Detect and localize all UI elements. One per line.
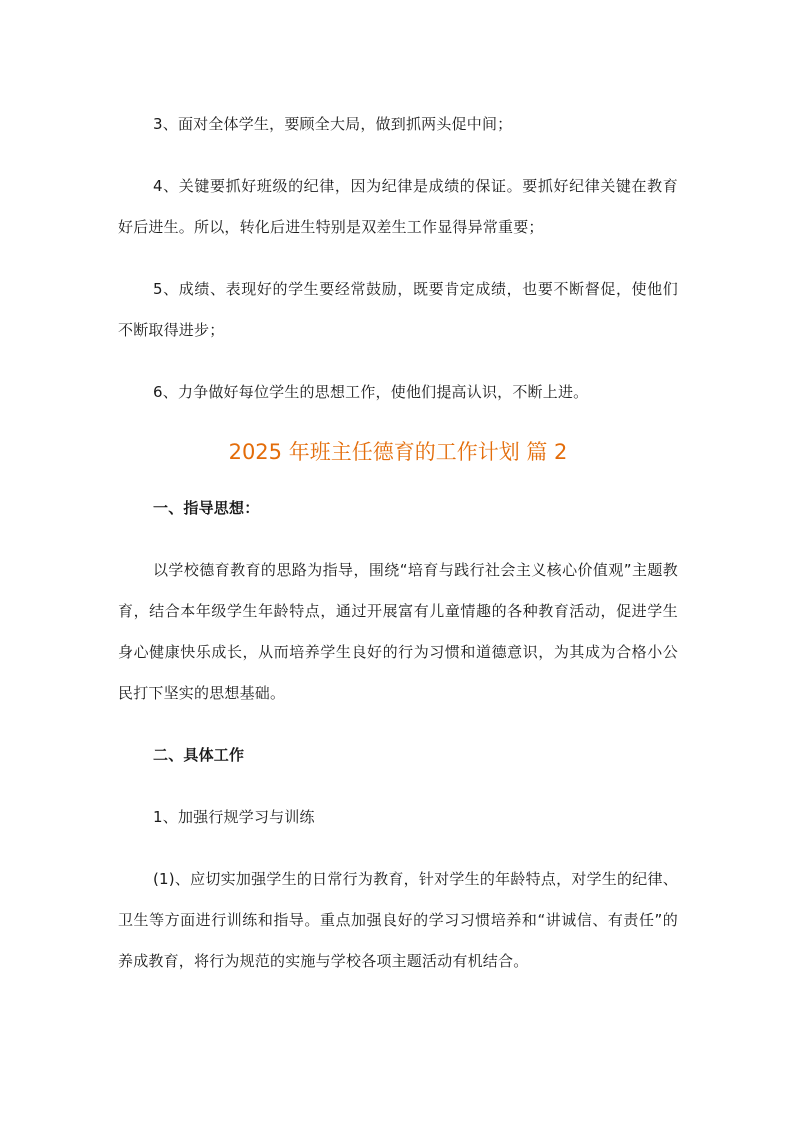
list-item-1: 1、加强行规学习与训练 (153, 808, 315, 826)
paragraph-item-6: 6、力争做好每位学生的思想工作，使他们提高认识，不断上进。 (153, 383, 589, 401)
list-item-1-1: (1)、应切实加强学生的日常行为教育，针对学生的年龄特点，对学生的纪律、卫生等方面进行训练和指导。重点加强良好的学习习惯培养和“讲诚信、有责任”的养成教育，将行为规范的实施与学校各项主题活动有机结合。 (118, 870, 678, 970)
paragraph-guiding-thought: 以学校德育教育的思路为指导，围绕“培育与践行社会主义核心价值观”主题教育，结合本年级学生年龄特点，通过开展富有儿童情趣的各种教育活动，促进学生身心健康快乐成长，从而培养学生良好的行为习惯和道德意识，为其成为合格小公民打下坚实的思想基础。 (118, 561, 678, 702)
heading-specific-work: 二、具体工作 (153, 746, 245, 764)
paragraph-item-4: 4、关键要抓好班级的纪律，因为纪律是成绩的保证。要抓好纪律关键在教育好后进生。所以，转化后进生特别是双差生工作显得异常重要； (118, 177, 678, 236)
document-body (118, 104, 678, 982)
paragraph-item-5: 5、成绩、表现好的学生要经常鼓励，既要肯定成绩，也要不断督促，使他们不断取得进步； (118, 280, 678, 339)
heading-guiding-thought: 一、指导思想： (153, 499, 260, 517)
section-title: 2025 年班主任德育的工作计划 篇 2 (228, 440, 568, 464)
paragraph-item-3: 3、面对全体学生，要顾全大局，做到抓两头促中间； (153, 115, 513, 133)
